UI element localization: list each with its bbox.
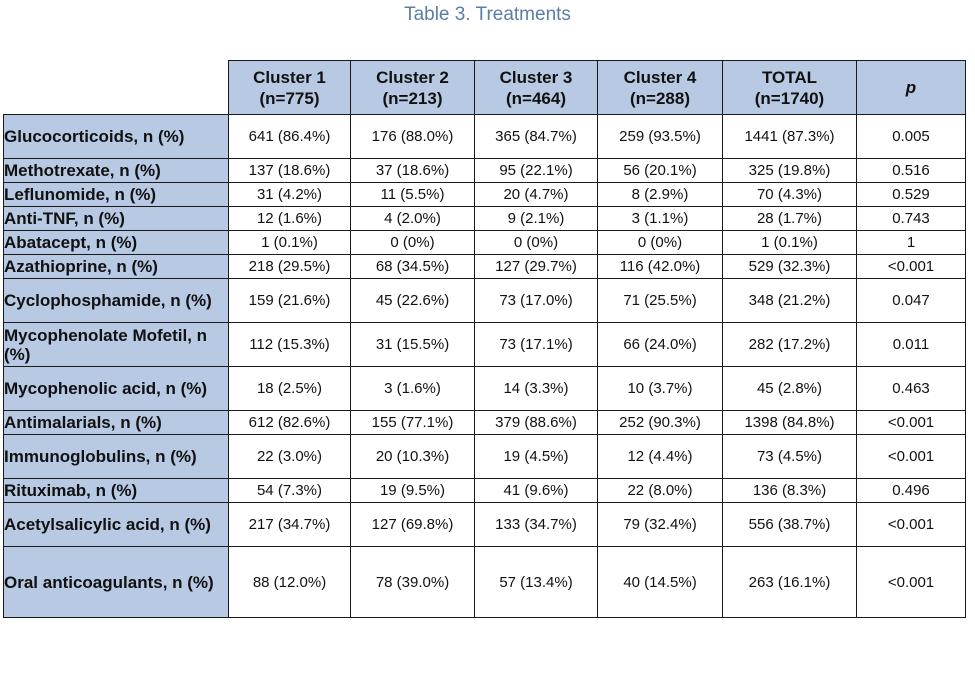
column-header-title: p <box>905 78 917 97</box>
table-cell: 641 (86.4%) <box>229 115 351 159</box>
table-cell: 20 (10.3%) <box>351 435 475 479</box>
table-cell: 0 (0%) <box>598 231 723 255</box>
table-cell: 19 (4.5%) <box>475 435 598 479</box>
table-cell: 116 (42.0%) <box>598 255 723 279</box>
column-header-title: Cluster 2 <box>376 67 449 87</box>
column-header-count: (n=464) <box>506 88 566 108</box>
row-label: Glucocorticoids, n (%) <box>4 115 229 159</box>
column-header-cluster-1 <box>229 61 351 115</box>
table-cell: 218 (29.5%) <box>229 255 351 279</box>
table-cell: 556 (38.7%) <box>723 503 857 547</box>
table-row <box>4 435 966 479</box>
table-cell: 11 (5.5%) <box>351 183 475 207</box>
table-cell: 28 (1.7%) <box>723 207 857 231</box>
table-cell: 325 (19.8%) <box>723 159 857 183</box>
table-cell: 3 (1.6%) <box>351 367 475 411</box>
table-body <box>4 115 966 618</box>
table-cell: 1 (0.1%) <box>229 231 351 255</box>
table-cell: 529 (32.3%) <box>723 255 857 279</box>
table-cell: 282 (17.2%) <box>723 323 857 367</box>
column-header-total <box>723 61 857 115</box>
column-header-cluster-4 <box>598 61 723 115</box>
row-label: Antimalarials, n (%) <box>4 411 229 435</box>
table-row <box>4 367 966 411</box>
table-cell: 78 (39.0%) <box>351 547 475 618</box>
table-cell: 20 (4.7%) <box>475 183 598 207</box>
table-row <box>4 547 966 618</box>
table-row <box>4 323 966 367</box>
table-cell: 112 (15.3%) <box>229 323 351 367</box>
table-cell: 1398 (84.8%) <box>723 411 857 435</box>
p-value-cell: 0.743 <box>857 207 966 231</box>
p-value-cell: <0.001 <box>857 411 966 435</box>
column-header-title: Cluster 4 <box>623 67 697 87</box>
row-label: Azathioprine, n (%) <box>4 255 229 279</box>
column-header-count: (n=775) <box>259 88 320 108</box>
table-cell: 10 (3.7%) <box>598 367 723 411</box>
table-cell: 259 (93.5%) <box>598 115 723 159</box>
table-cell: 176 (88.0%) <box>351 115 475 159</box>
table-cell: 73 (4.5%) <box>723 435 857 479</box>
column-header-title: Cluster 3 <box>499 67 573 87</box>
p-value-cell: 0.005 <box>857 115 966 159</box>
table-cell: 136 (8.3%) <box>723 479 857 503</box>
table-cell: 54 (7.3%) <box>229 479 351 503</box>
p-value-cell: 0.529 <box>857 183 966 207</box>
table-cell: 14 (3.3%) <box>475 367 598 411</box>
table-cell: 22 (3.0%) <box>229 435 351 479</box>
table-row <box>4 231 966 255</box>
row-label: Immunoglobulins, n (%) <box>4 435 229 479</box>
table-title: Table 3. Treatments <box>404 4 571 25</box>
row-label: Methotrexate, n (%) <box>4 159 229 183</box>
table-cell: 73 (17.0%) <box>475 279 598 323</box>
table-cell: 127 (69.8%) <box>351 503 475 547</box>
corner-cell <box>4 61 229 115</box>
table-cell: 133 (34.7%) <box>475 503 598 547</box>
column-header-count: (n=1740) <box>754 88 825 108</box>
p-value-cell: 0.496 <box>857 479 966 503</box>
table-cell: 88 (12.0%) <box>229 547 351 618</box>
table-cell: 3 (1.1%) <box>598 207 723 231</box>
p-value-cell: 0.516 <box>857 159 966 183</box>
p-value-cell: 0.463 <box>857 367 966 411</box>
table-cell: 0 (0%) <box>351 231 475 255</box>
table-cell: 1441 (87.3%) <box>723 115 857 159</box>
table-cell: 37 (18.6%) <box>351 159 475 183</box>
row-label: Leflunomide, n (%) <box>4 183 229 207</box>
column-header-count: (n=288) <box>630 88 690 108</box>
table-cell: 348 (21.2%) <box>723 279 857 323</box>
table-cell: 8 (2.9%) <box>598 183 723 207</box>
table-cell: 379 (88.6%) <box>475 411 598 435</box>
row-label: Anti-TNF, n (%) <box>4 207 229 231</box>
table-row <box>4 159 966 183</box>
table-cell: 22 (8.0%) <box>598 479 723 503</box>
table-cell: 57 (13.4%) <box>475 547 598 618</box>
table-row <box>4 115 966 159</box>
column-header-cluster-3 <box>475 61 598 115</box>
table-cell: 71 (25.5%) <box>598 279 723 323</box>
table-cell: 66 (24.0%) <box>598 323 723 367</box>
table-row <box>4 411 966 435</box>
p-value-cell: 1 <box>857 231 966 255</box>
p-value-cell: 0.011 <box>857 323 966 367</box>
table-cell: 612 (82.6%) <box>229 411 351 435</box>
table-cell: 0 (0%) <box>475 231 598 255</box>
table-cell: 263 (16.1%) <box>723 547 857 618</box>
table-row <box>4 183 966 207</box>
table-cell: 19 (9.5%) <box>351 479 475 503</box>
column-header-title: Cluster 1 <box>253 67 326 87</box>
table-cell: 12 (4.4%) <box>598 435 723 479</box>
table-cell: 31 (15.5%) <box>351 323 475 367</box>
row-label: Mycophenolate Mofetil, n (%) <box>4 323 229 367</box>
table-row <box>4 207 966 231</box>
table-cell: 79 (32.4%) <box>598 503 723 547</box>
table-cell: 56 (20.1%) <box>598 159 723 183</box>
row-label: Cyclophosphamide, n (%) <box>4 279 229 323</box>
table-cell: 217 (34.7%) <box>229 503 351 547</box>
column-header-count: (n=213) <box>382 88 443 108</box>
table-cell: 40 (14.5%) <box>598 547 723 618</box>
p-value-cell: <0.001 <box>857 255 966 279</box>
row-label: Oral anticoagulants, n (%) <box>4 547 229 618</box>
column-header-title: TOTAL <box>761 67 818 87</box>
treatments-table <box>3 60 966 618</box>
p-value-cell: <0.001 <box>857 547 966 618</box>
table-cell: 127 (29.7%) <box>475 255 598 279</box>
table-cell: 70 (4.3%) <box>723 183 857 207</box>
table-cell: 155 (77.1%) <box>351 411 475 435</box>
p-value-cell: <0.001 <box>857 503 966 547</box>
table-cell: 252 (90.3%) <box>598 411 723 435</box>
table-cell: 365 (84.7%) <box>475 115 598 159</box>
table-cell: 31 (4.2%) <box>229 183 351 207</box>
table-cell: 18 (2.5%) <box>229 367 351 411</box>
table-row <box>4 279 966 323</box>
table-cell: 41 (9.6%) <box>475 479 598 503</box>
column-header-p-value <box>857 61 966 115</box>
table-cell: 9 (2.1%) <box>475 207 598 231</box>
table-row <box>4 503 966 547</box>
row-label: Mycophenolic acid, n (%) <box>4 367 229 411</box>
table-cell: 4 (2.0%) <box>351 207 475 231</box>
table-cell: 12 (1.6%) <box>229 207 351 231</box>
table-row <box>4 255 966 279</box>
table-cell: 1 (0.1%) <box>723 231 857 255</box>
p-value-cell: 0.047 <box>857 279 966 323</box>
row-label: Rituximab, n (%) <box>4 479 229 503</box>
table-cell: 45 (22.6%) <box>351 279 475 323</box>
table-cell: 95 (22.1%) <box>475 159 598 183</box>
table-row <box>4 479 966 503</box>
table-cell: 73 (17.1%) <box>475 323 598 367</box>
table-cell: 45 (2.8%) <box>723 367 857 411</box>
column-header-cluster-2 <box>351 61 475 115</box>
table-cell: 137 (18.6%) <box>229 159 351 183</box>
table-cell: 159 (21.6%) <box>229 279 351 323</box>
table-cell: 68 (34.5%) <box>351 255 475 279</box>
p-value-cell: <0.001 <box>857 435 966 479</box>
row-label: Abatacept, n (%) <box>4 231 229 255</box>
row-label: Acetylsalicylic acid, n (%) <box>4 503 229 547</box>
